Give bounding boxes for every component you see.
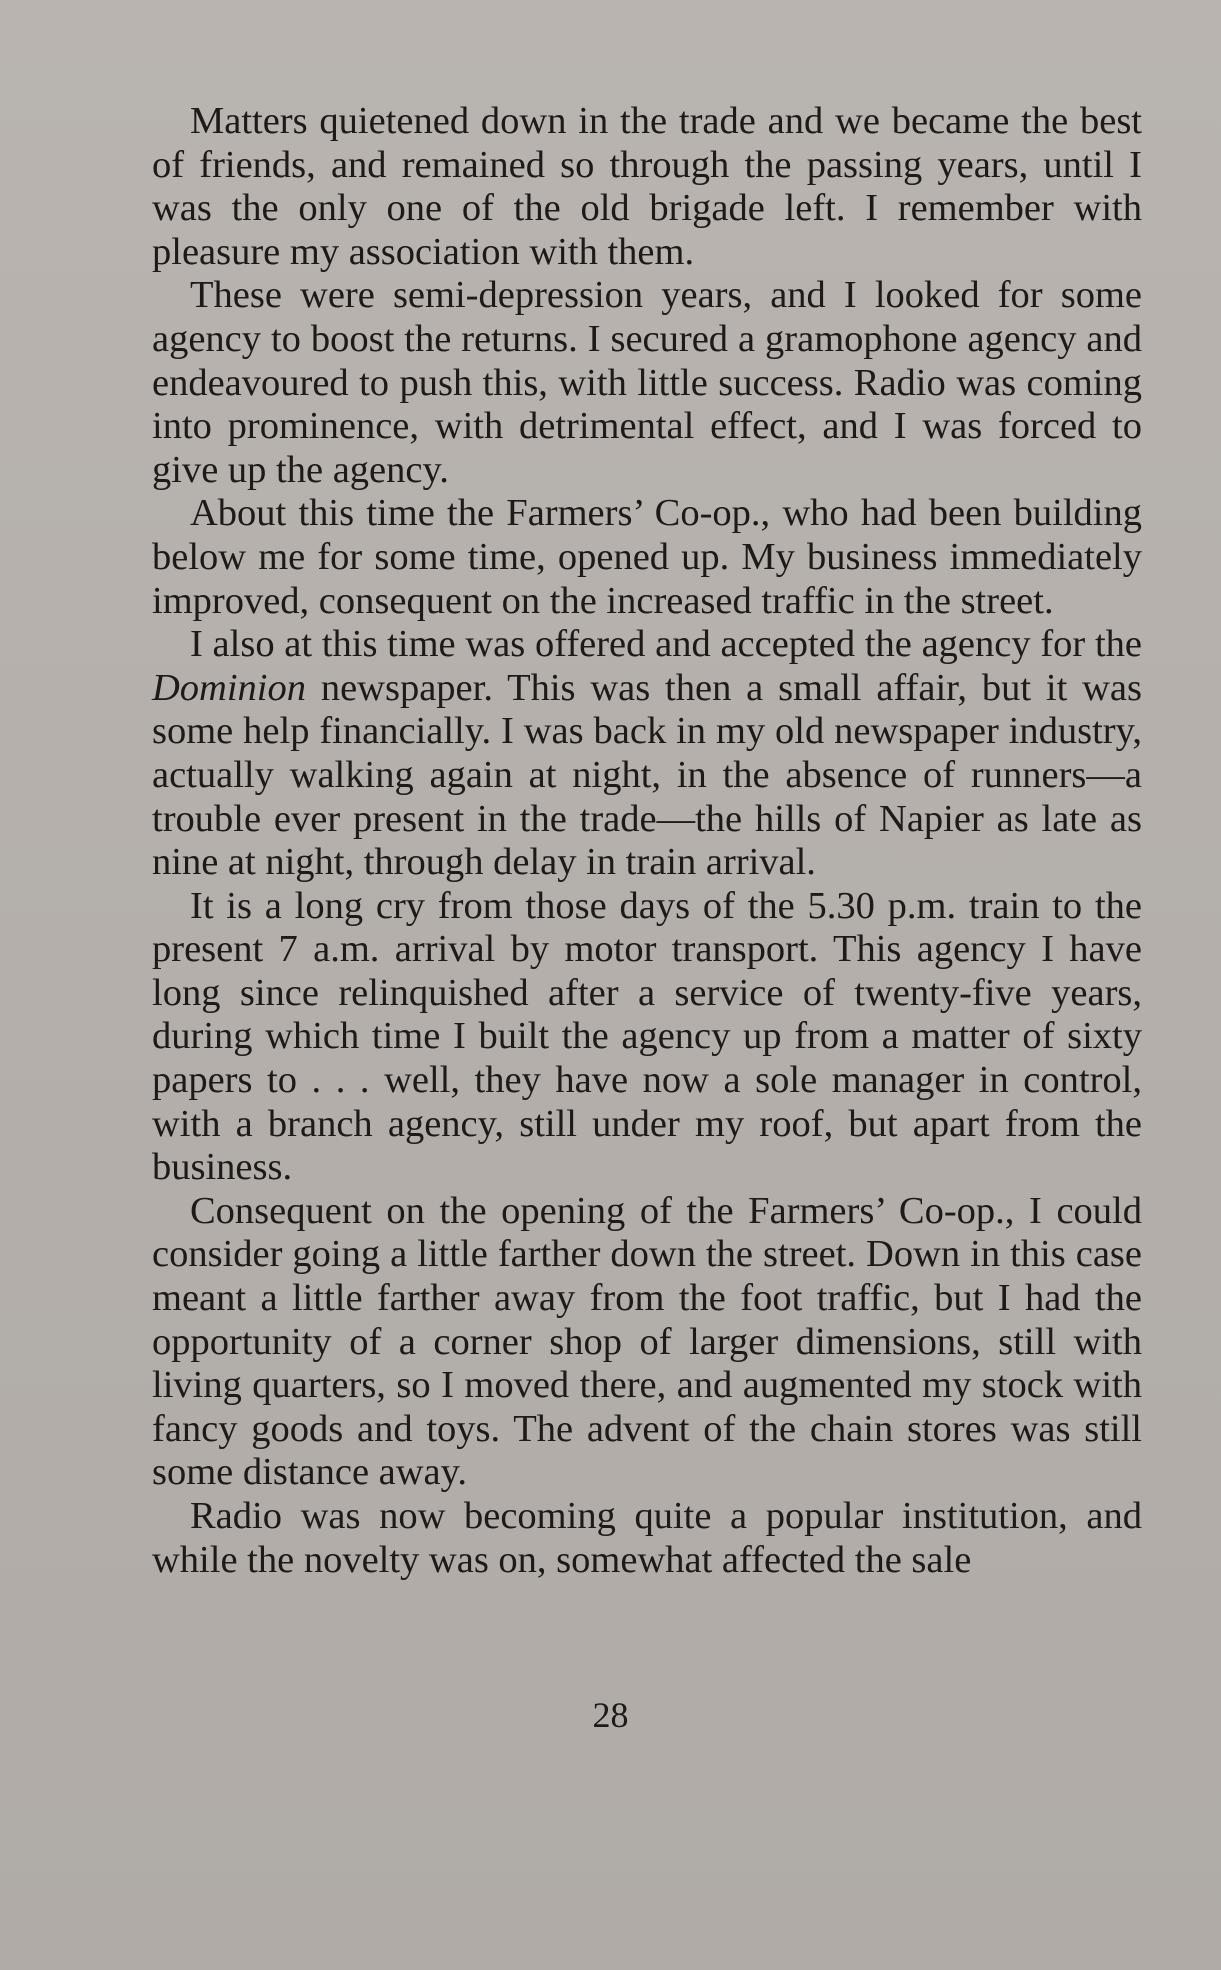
page-number: 28 xyxy=(592,1695,629,1735)
paragraph-1: Matters quietened down in the trade and we became the best of friends, and remained so through the passing years, until I was the only one of the old brigade left. I remember with pleasure my association with them. xyxy=(152,100,1142,273)
paragraph-3: About this time the Farmers’ Co-op., who had been building below me for some time, opened up. My business immediately improved, consequent on the increased traffic in the street. xyxy=(152,492,1142,622)
paragraph-4: I also at this time was offered and accepted the agency for the Dominion newspaper. This was then a small affair, but it was some help financially. I was back in my old newspaper industry, actually walking again at night, in the absence of runners—a trouble ever present in the trade—the hills of Napier as late as nine at night, through delay in train arrival. xyxy=(152,623,1142,884)
paragraph-7: Radio was now becoming quite a popular institution, and while the novelty was on, somewhat affected the sale xyxy=(152,1495,1142,1581)
paragraph-2: These were semi-depression years, and I looked for some agency to boost the returns. I secured a gramophone agency and endeavoured to push this, with little success. Radio was coming into prominence, with detrimental effect, and I was forced to give up the agency. xyxy=(152,274,1142,491)
body-text xyxy=(152,100,1142,1582)
paragraph-6: Consequent on the opening of the Farmers’ Co-op., I could consider going a little farther down the street. Down in this case meant a little farther away from the foot traffic, but I had the opportunity of a corner shop of larger dimensions, still with living quarters, so I moved there, and augmented my stock with fancy goods and toys. The advent of the chain stores was still some distance away. xyxy=(152,1189,1142,1494)
paragraph-5: It is a long cry from those days of the 5.30 p.m. train to the present 7 a.m. arrival by motor transport. This agency I have long since relinquished after a service of twenty-five years, during which time I built the agency up from a matter of sixty papers to . . . well, they have now a sole manager in control, with a branch agency, still under my roof, but apart from the business. xyxy=(152,884,1142,1189)
newspaper-title: Dominion xyxy=(152,666,306,709)
